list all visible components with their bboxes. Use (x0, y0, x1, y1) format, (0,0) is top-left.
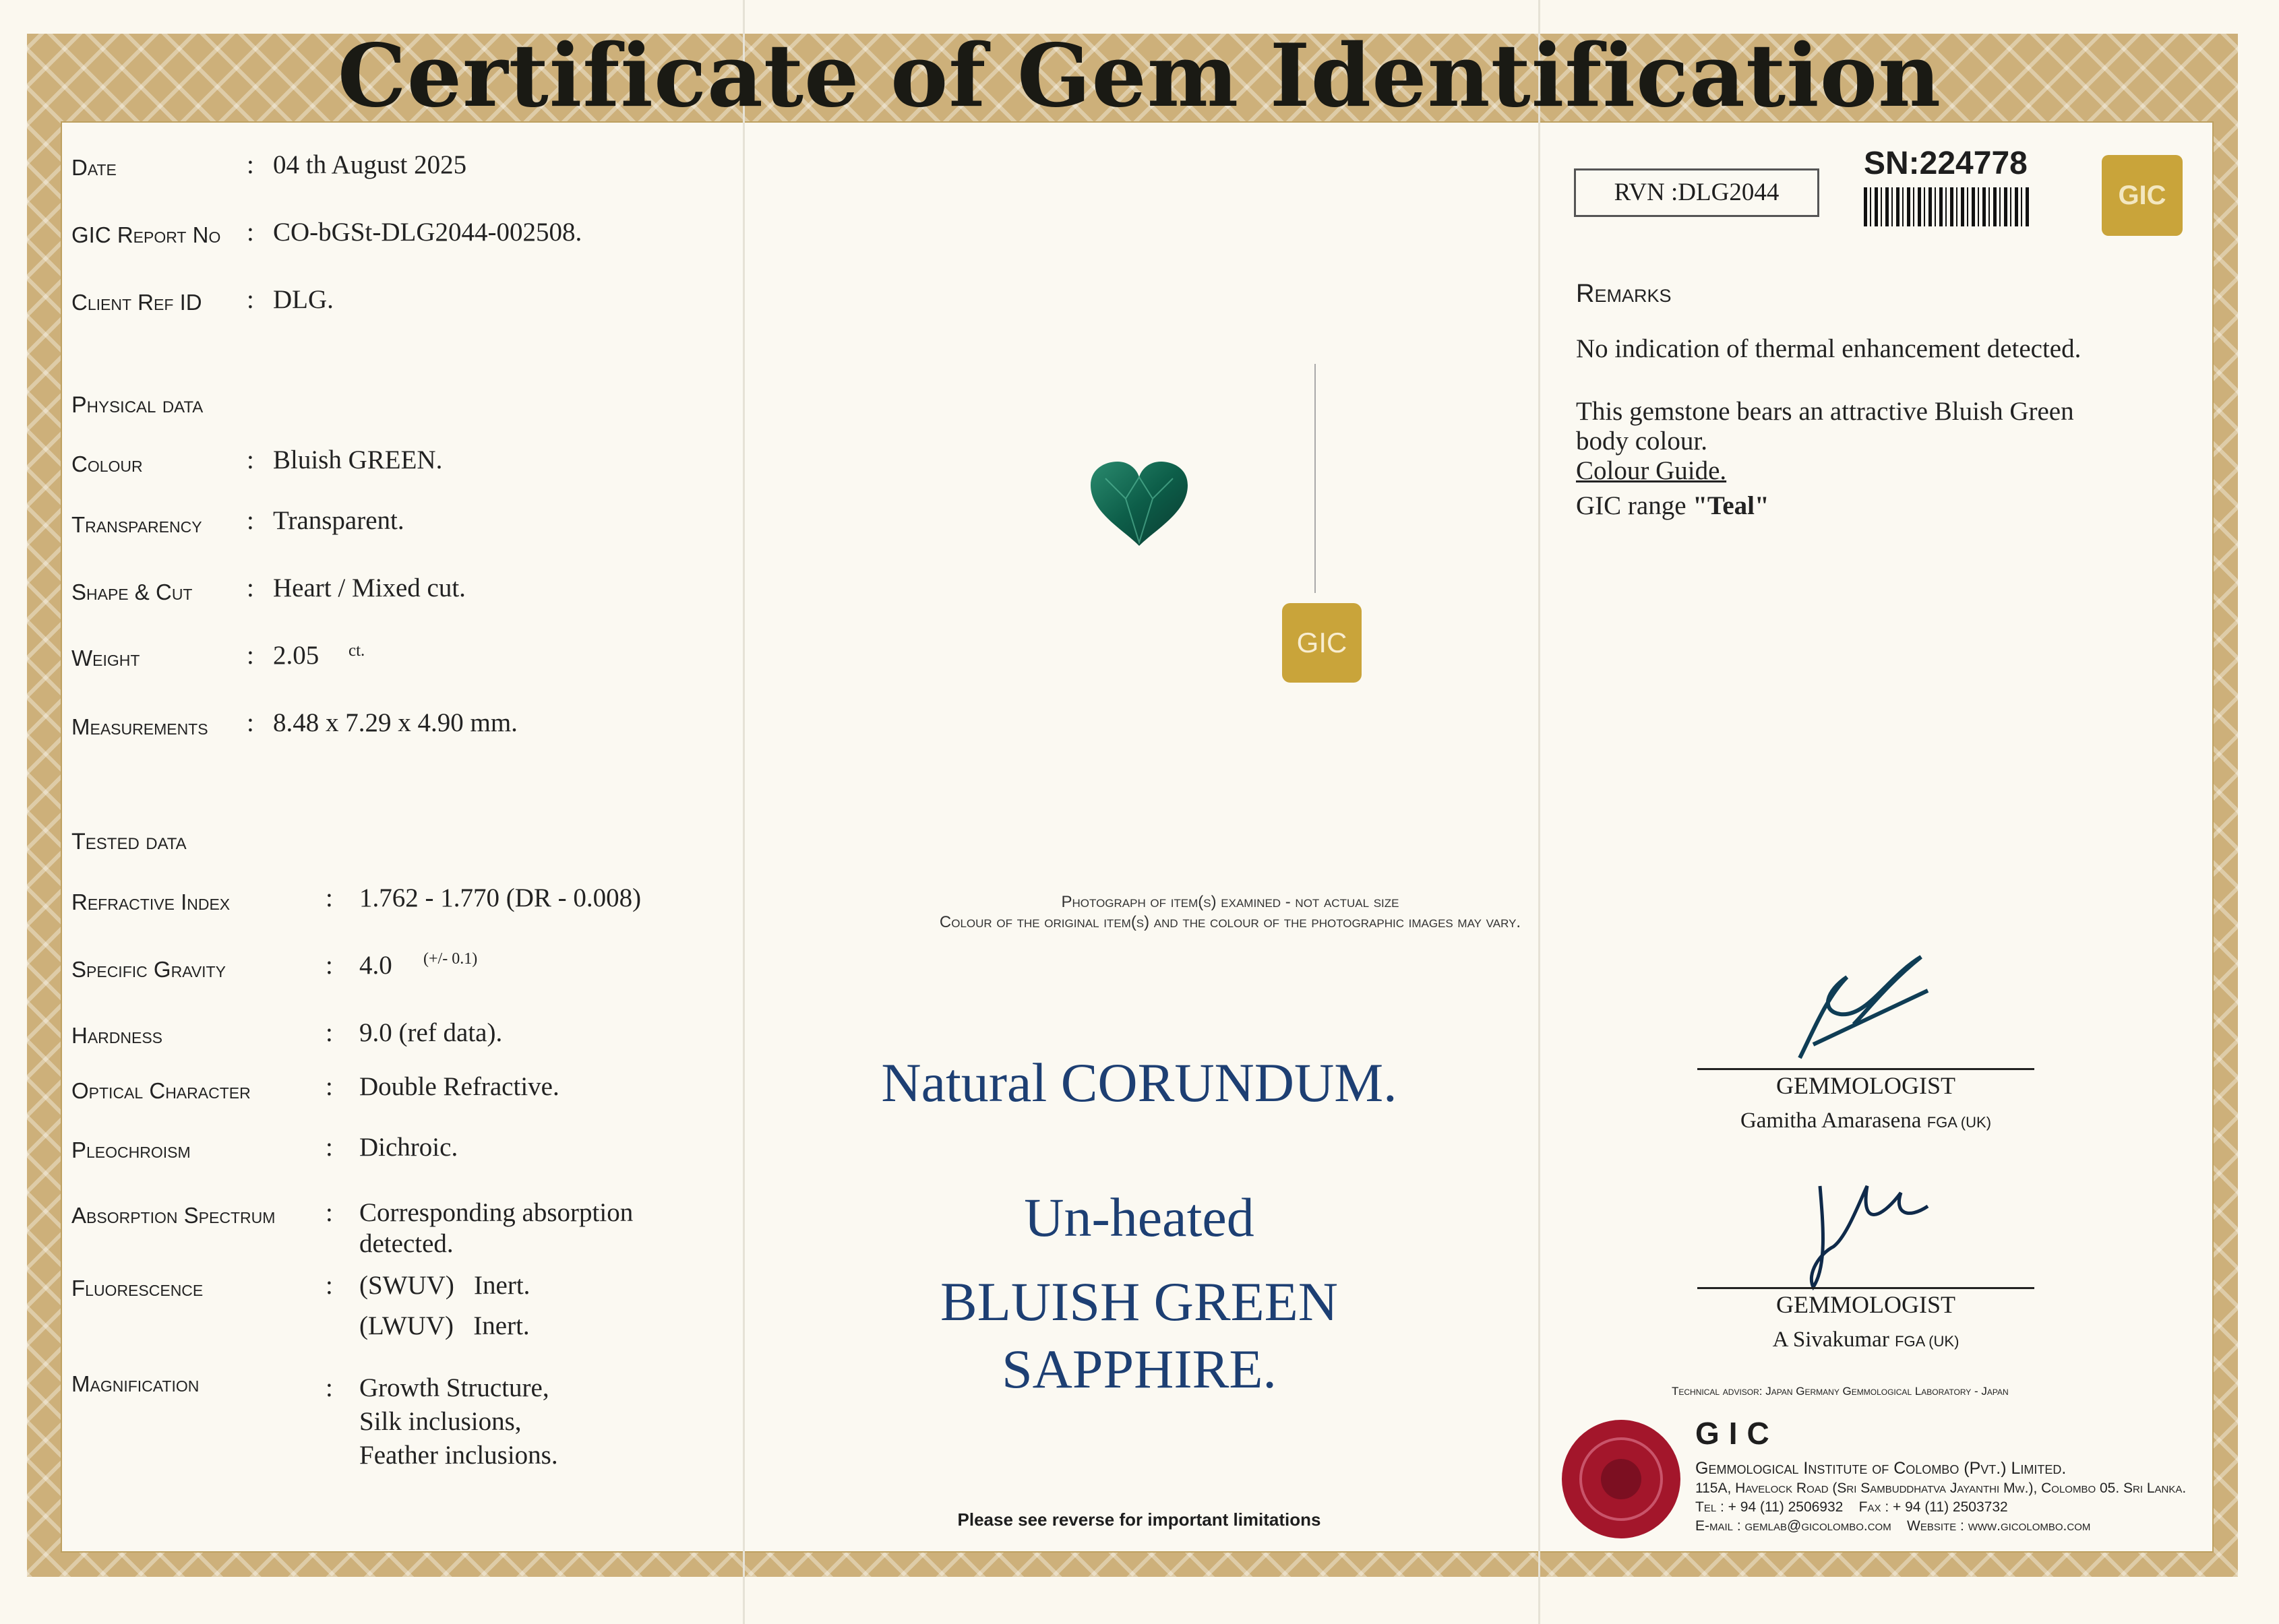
photo-pointer-line (1314, 364, 1316, 593)
org-name: Gemmological Institute of Colombo (Pvt.) Limited. (1695, 1459, 2067, 1478)
remark-colour-2: body colour. (1576, 427, 1707, 456)
shape-cut-label: Shape & Cut (71, 580, 193, 604)
certificate-title: Certificate of Gem Identification (337, 26, 1942, 127)
gemmologist-2-cred: FGA (UK) (1895, 1333, 1959, 1350)
optical-character-label: Optical Character (71, 1078, 251, 1103)
specific-gravity-label: Specific Gravity (71, 957, 226, 982)
date-value: 04 th August 2025 (273, 150, 467, 179)
fluorescence-lwuv: (LWUV) Inert. (359, 1311, 530, 1340)
colon: : (326, 1072, 333, 1101)
limitations-note: Please see reverse for important limitations (957, 1509, 1321, 1530)
weight-value: 2.05 (273, 641, 320, 670)
variety-line-1: BLUISH GREEN (940, 1271, 1338, 1332)
refractive-index-value: 1.762 - 1.770 (DR - 0.008) (359, 883, 642, 912)
shape-cut-value: Heart / Mixed cut. (273, 573, 466, 602)
colon: : (247, 573, 254, 602)
colon: : (247, 506, 254, 535)
gic-range-label: GIC range (1576, 491, 1687, 520)
measurements-label: Measurements (71, 714, 208, 739)
remark-thermal: No indication of thermal enhancement detected. (1576, 334, 2082, 363)
tested-data-heading: Tested data (71, 829, 187, 854)
absorption-spectrum-value-2: detected. (359, 1229, 454, 1258)
gemmologist-2-name: A Sivakumar (1772, 1328, 1889, 1352)
treatment: Un-heated (1024, 1187, 1254, 1248)
signature-line-1 (1697, 1068, 2034, 1070)
gemstone-photo (1085, 458, 1193, 553)
colon: : (247, 445, 254, 474)
gemmologist-1-title: GEMMOLOGIST (1776, 1072, 1955, 1099)
colon: : (326, 1018, 333, 1047)
colour-guide-link: Colour Guide. (1576, 456, 1727, 485)
hardness-value: 9.0 (ref data). (359, 1018, 503, 1047)
signature-line-2 (1697, 1287, 2034, 1289)
magnification-value-2: Silk inclusions, (359, 1407, 522, 1436)
colon: : (326, 883, 333, 912)
colon: : (247, 285, 254, 314)
specific-gravity-tolerance: (+/- 0.1) (423, 950, 478, 968)
measurements-value: 8.48 x 7.29 x 4.90 mm. (273, 708, 518, 737)
colon: : (247, 150, 254, 179)
date-label: Date (71, 155, 117, 180)
hardness-label: Hardness (71, 1023, 163, 1048)
transparency-label: Transparency (71, 512, 202, 537)
org-address: 115A, Havelock Road (Sri Sambuddhatva Jayanthi Mw.), Colombo 05. Sri Lanka. (1695, 1480, 2187, 1496)
magnification-value: Growth Structure, (359, 1373, 549, 1402)
signature-2 (1793, 1173, 1941, 1294)
gic-range (1576, 491, 1769, 521)
optical-character-value: Double Refractive. (359, 1072, 559, 1101)
pleochroism-label: Pleochroism (71, 1137, 191, 1162)
colon: : (326, 1198, 333, 1227)
gic-hologram-badge: GIC (2102, 155, 2183, 236)
remarks-heading: Remarks (1576, 280, 1672, 308)
photo-note-2: Colour of the original item(s) and the colour of the photographic images may vary. (939, 913, 1521, 931)
report-no-value: CO-bGSt-DLG2044-002508. (273, 218, 582, 247)
report-no-label: GIC Report No (71, 222, 221, 247)
gemmologist-2 (1697, 1328, 2034, 1352)
photo-note-1: Photograph of item(s) examined - not actual size (1061, 893, 1399, 911)
weight-label: Weight (71, 646, 140, 670)
colon: : (247, 218, 254, 247)
gic-range-value: "Teal" (1693, 491, 1769, 520)
refractive-index-label: Refractive Index (71, 889, 231, 914)
colon: : (247, 641, 254, 670)
absorption-spectrum-label: Absorption Spectrum (71, 1203, 276, 1228)
colon: : (326, 1271, 333, 1300)
physical-data-heading: Physical data (71, 392, 204, 418)
fluorescence-label: Fluorescence (71, 1276, 204, 1301)
remark-colour-1: This gemstone bears an attractive Bluish Green (1576, 397, 2074, 426)
fold-line-right (1538, 0, 1540, 1624)
colon: : (326, 951, 333, 980)
variety-line-2: SAPPHIRE. (1002, 1338, 1277, 1400)
colour-value: Bluish GREEN. (273, 445, 443, 474)
weight-unit: ct. (348, 642, 365, 660)
gemmologist-1-name: Gamitha Amarasena (1740, 1108, 1922, 1133)
org-short: GIC (1695, 1416, 1779, 1451)
serial-number: SN:224778 (1864, 146, 2028, 181)
org-email: E-mail : gemlab@gicolombo.com Website : www.gicolombo.com (1695, 1518, 2091, 1534)
colon: : (247, 708, 254, 737)
org-phone: Tel : + 94 (11) 2506932 Fax : + 94 (11) 2503732 (1695, 1499, 2008, 1515)
transparency-value: Transparent. (273, 506, 404, 535)
wax-seal (1557, 1415, 1685, 1543)
absorption-spectrum-value: Corresponding absorption (359, 1198, 634, 1227)
technical-advisor: Technical advisor: Japan Germany Gemmological Laboratory - Japan (1672, 1385, 2009, 1398)
colour-label: Colour (71, 451, 143, 476)
specific-gravity-value: 4.0 (359, 951, 392, 980)
pleochroism-value: Dichroic. (359, 1133, 458, 1162)
client-ref-value: DLG. (273, 285, 334, 314)
magnification-label: Magnification (71, 1371, 200, 1396)
colon: : (326, 1373, 333, 1402)
rvn-box: RVN :DLG2044 (1574, 168, 1819, 217)
identification: Natural CORUNDUM. (881, 1052, 1397, 1113)
signature-1 (1786, 950, 1948, 1071)
magnification-value-3: Feather inclusions. (359, 1441, 558, 1470)
gemmologist-1 (1697, 1108, 2034, 1133)
colon: : (326, 1133, 333, 1162)
fluorescence-swuv: (SWUV) Inert. (359, 1271, 530, 1300)
gemmologist-1-cred: FGA (UK) (1926, 1114, 1992, 1131)
gemmologist-2-title: GEMMOLOGIST (1776, 1291, 1955, 1318)
gic-hologram-sticker: GIC (1282, 603, 1362, 683)
serial-barcode (1864, 187, 2029, 226)
client-ref-label: Client Ref ID (71, 290, 202, 315)
